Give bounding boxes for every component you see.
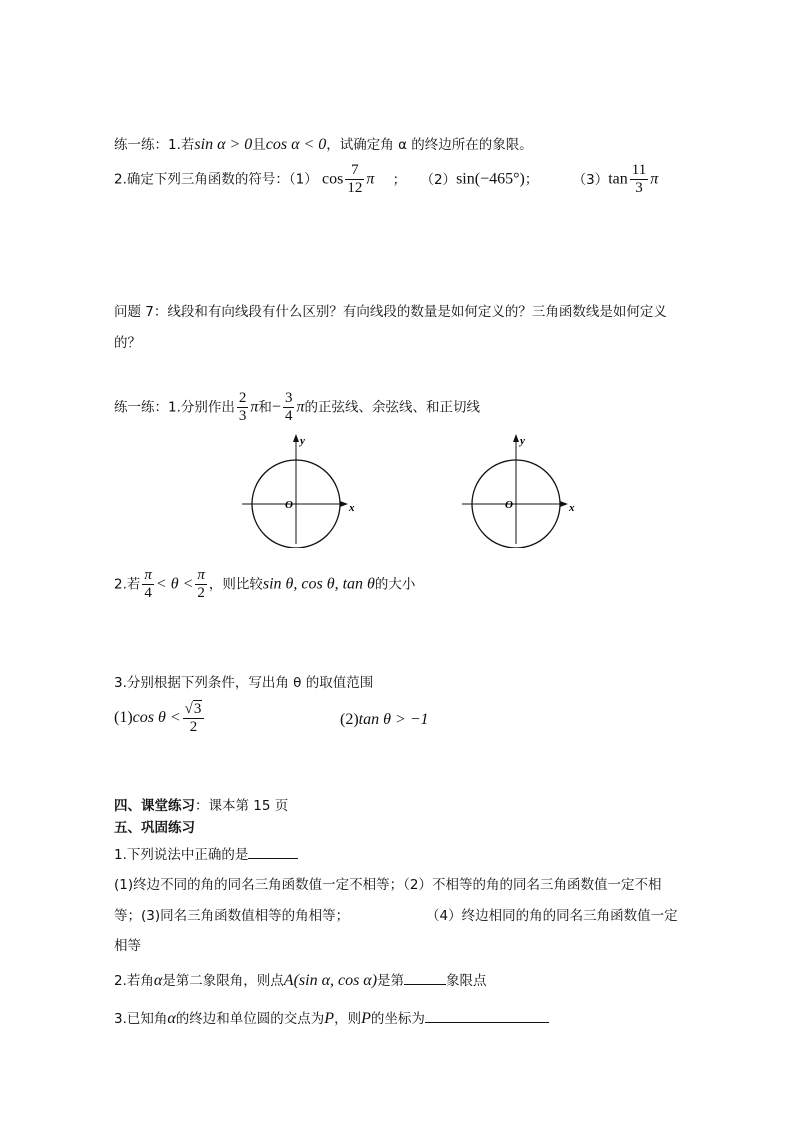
exercise-1-option-line-1: (1)终边不同的角的同名三角函数值一定不相等；（2）不相等的角的同名三角函数值一定不相 [114,877,662,893]
sign-question-prefix: 2.确定下列三角函数的符号：（1） [114,171,318,188]
item1-numerator: 7 [345,162,364,180]
origin-label: O [285,499,293,511]
exercise-2-line [114,969,487,990]
sqrt-radicand: 3 [193,701,202,717]
sign-question-line [114,162,658,197]
exercise-2-mid: 是第二象限角，则点 [162,973,284,989]
y-axis-arrow [513,434,519,442]
exercise-1-option-line-3: 相等 [114,938,141,954]
practice-1-suffix: ，试确定角 α 的终边所在的象限。 [326,137,533,153]
bound-2-numerator: π [197,567,205,583]
condition-1-numerator [183,700,205,719]
angle-2-denominator: 4 [284,408,293,424]
practice-1-mid: 且 [252,137,266,153]
bound-2-fraction [195,567,207,602]
practice-2-suffix: 的正弦线、余弦线、和正切线 [304,399,480,416]
section-5-title [114,816,195,836]
item1-denominator: 12 [347,180,363,196]
condition-1-label: (1) [114,709,133,726]
practice-2-line [114,390,480,425]
item2-expr: sin(−465°) [456,170,525,188]
item3-fraction [630,162,648,197]
exercise-3-prefix: 3.已知角 [114,1011,168,1027]
practice-1-line [114,133,533,154]
exercise-3-line [114,1007,549,1028]
exercise-1-line [114,843,298,863]
exercise-3-mid: 的终边和单位圆的交点为 [175,1011,325,1027]
exercise-2-answer-blank[interactable] [404,983,446,985]
x-axis-label: x [349,502,355,514]
compare-mid: ，则比较 [208,576,263,593]
angle-1-denominator: 3 [238,408,247,424]
unit-circle-diagram-left [236,428,366,548]
exercise-1-answer-blank[interactable] [248,857,298,859]
exercise-3-alpha: α [167,1010,176,1027]
section-4-line [114,794,288,814]
condition-1-fraction [183,700,205,736]
condition-1-denominator: 2 [189,719,198,735]
item1-fraction [345,162,364,197]
problem-7-line-1: 问题 7：线段和有向线段有什么区别？有向线段的数量是如何定义的？三角函数线是如何定义 [114,304,667,320]
item2-label: （2） [420,171,457,188]
condition-2 [340,711,429,729]
section-5-heading: 五、巩固练习 [114,820,195,836]
exercise-3-suffix: 的坐标为 [370,1011,425,1027]
exercise-2-mid2: 是第 [377,973,405,989]
exercise-2-alpha: α [153,972,163,989]
condition-cos: cos α < 0 [265,136,327,153]
angle-1-pi: π [250,398,259,416]
exercise-1-option-line-2b: （4）终边相同的角的同名三角函数值一定 [426,908,678,924]
compare-prefix: 2.若 [114,576,141,593]
bound-1-denominator: 4 [144,585,152,601]
exercise-3-answer-blank[interactable] [425,1021,549,1023]
exercise-2-prefix: 2.若角 [114,973,154,989]
compare-expr: sin θ, cos θ, tan θ [262,575,375,593]
exercise-1-option-line-2a: 等；(3)同名三角函数值相等的角相等； [114,908,350,924]
unit-circle-diagram-right [456,428,586,548]
angle-2-minus: − [271,398,281,416]
condition-2-expr: tan θ > −1 [358,711,429,728]
angle-2-pi: π [296,398,305,416]
exercise-3-point-p: P [324,1010,335,1027]
bound-1-fraction [142,567,154,602]
item3-label: （3） [572,171,609,188]
x-axis-label: x [569,502,575,514]
item3-numerator: 11 [631,162,647,178]
sqrt-symbol: √ [184,701,193,717]
section-4-text: 课本第 15 页 [208,798,289,814]
exercise-3-point-p2: P [361,1010,371,1027]
item3-pi: π [650,170,659,188]
sep-1: ； [392,171,407,188]
practice-1-prefix: 练一练：1.若 [114,137,195,153]
section-4-title: 四、课堂练习 [114,798,195,814]
range-question-line: 3.分别根据下列条件，写出角 θ 的取值范围 [114,675,374,691]
section-4-colon: ： [195,798,209,814]
compare-suffix: 的大小 [374,576,416,593]
exercise-3-mid2: ，则 [334,1011,362,1027]
x-axis-arrow [560,501,568,507]
y-axis-arrow [293,434,299,442]
angle-2-numerator: 3 [284,390,293,406]
item1-fn: cos [322,170,344,188]
bound-1-numerator: π [144,567,152,583]
compare-question-line [114,567,415,602]
bound-2-denominator: 2 [197,585,205,601]
condition-sin: sin α > 0 [194,136,253,153]
x-axis-arrow [340,501,348,507]
condition-2-label: (2) [340,711,359,728]
origin-label: O [505,499,513,511]
angle-1-fraction [237,390,249,425]
y-axis-label: y [300,435,305,447]
angle-1-numerator: 2 [238,390,247,406]
practice-2-mid: 和 [258,399,272,416]
exercise-2-suffix: 象限点 [446,973,487,989]
condition-1-expr: cos θ < [132,709,181,726]
angle-2-fraction [283,390,295,425]
exercise-2-point: A(sin α, cos α) [283,972,378,989]
theta-inequality: < θ < [155,575,194,593]
item1-pi: π [366,170,375,188]
condition-1 [114,700,206,736]
sep-2: ； [524,171,539,188]
exercise-1-text: 1.下列说法中正确的是 [114,847,249,863]
item3-denominator: 3 [635,180,643,196]
item3-fn: tan [608,170,628,188]
problem-7-line-2: 的？ [114,335,141,351]
practice-2-prefix: 练一练：1.分别作出 [114,399,235,416]
y-axis-label: y [520,435,525,447]
